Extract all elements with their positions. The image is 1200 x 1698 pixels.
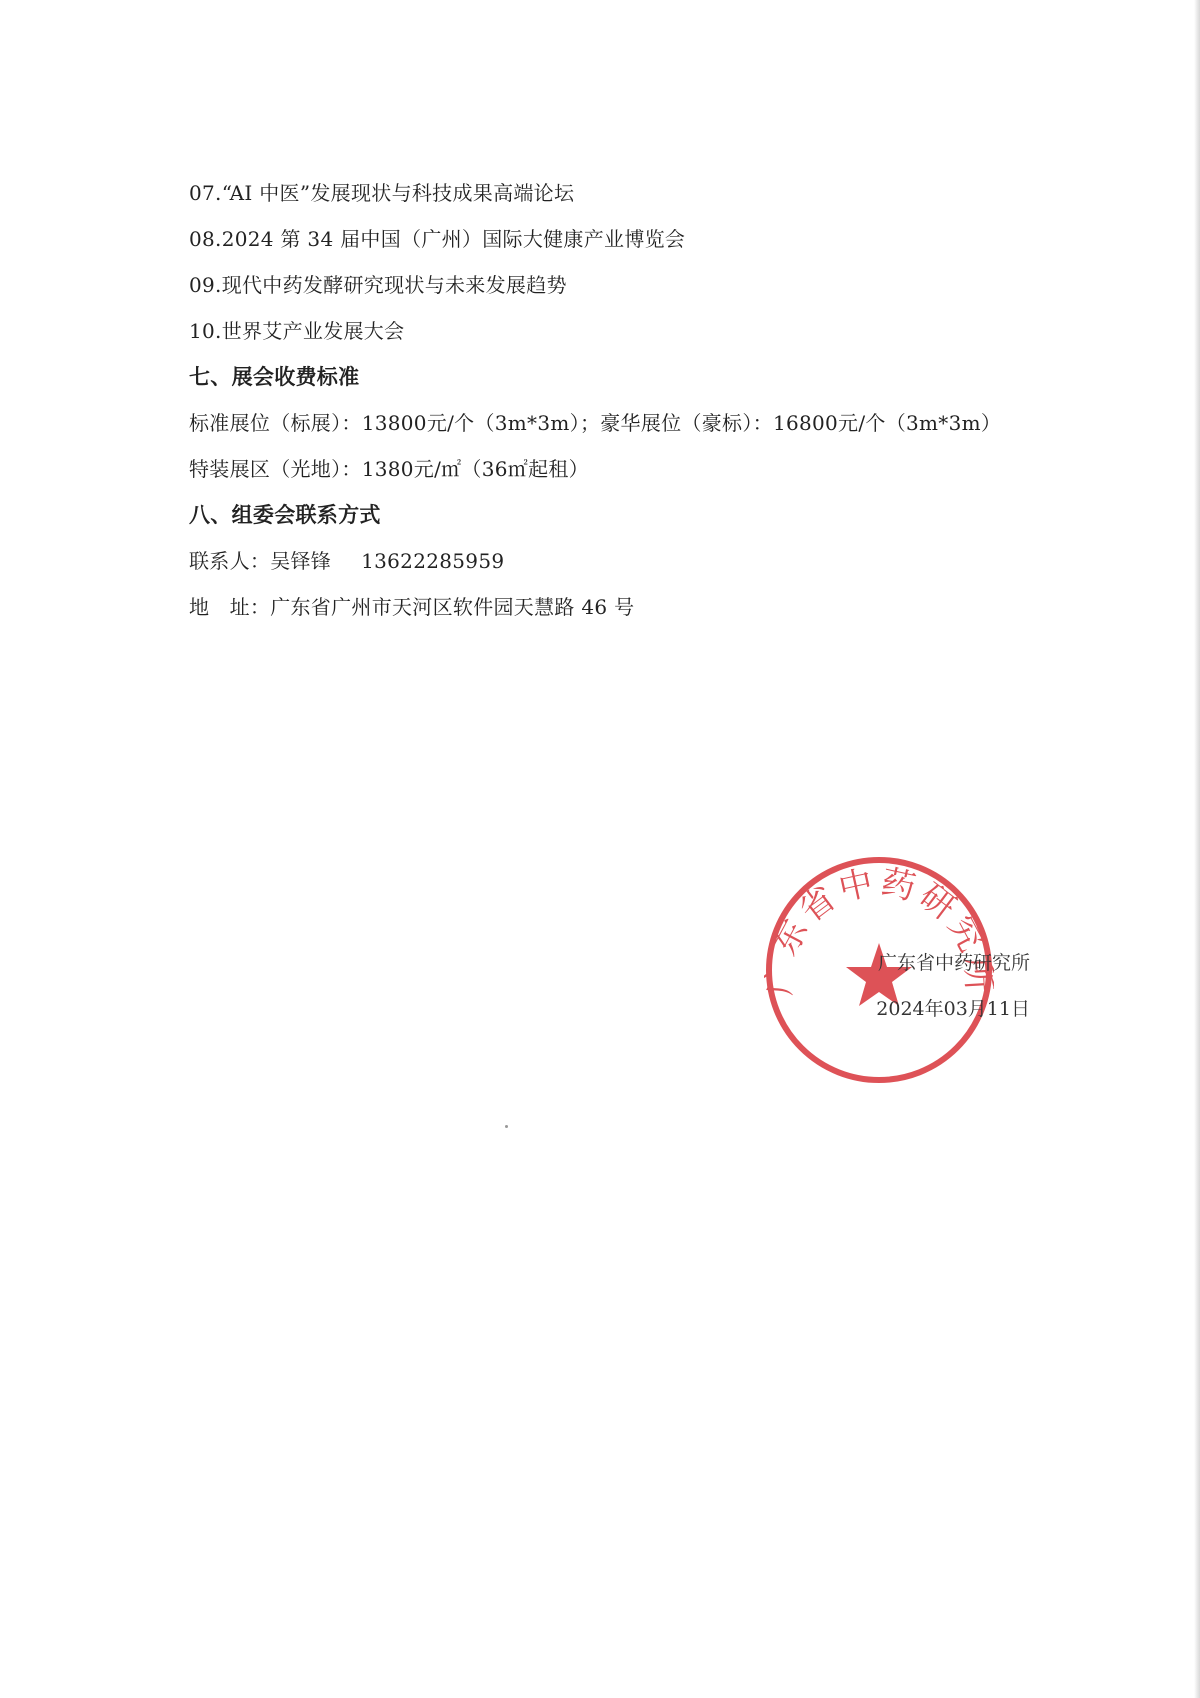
contact-person: 联系人：吴铎锋: [189, 549, 332, 573]
signature-block: [790, 940, 1030, 1032]
agenda-item-10: 10.世界艾产业发展大会: [189, 319, 405, 343]
contact-line: [189, 538, 1089, 584]
document-body: [189, 170, 1089, 630]
contact-section-heading: 八、组委会联系方式: [189, 503, 381, 527]
seal-text: 东省中药研究: [765, 861, 993, 962]
agenda-item-07: 07.“AI 中医”发展现状与科技成果高端论坛: [189, 181, 575, 205]
agenda-item-09: 09.现代中药发酵研究现状与未来发展趋势: [189, 273, 567, 297]
fee-standard-line: 标准展位（标展）：13800元/个（3m*3m）；豪华展位（豪标）：16800元/个（3m*3m）: [189, 411, 1002, 435]
contact-phone: 13622285959: [361, 549, 505, 573]
address-line: 地 址：广东省广州市天河区软件园天慧路 46 号: [189, 595, 635, 619]
agenda-item-08: 08.2024 第 34 届中国（广州）国际大健康产业博览会: [189, 227, 686, 251]
scan-speck: [505, 1125, 508, 1128]
page-edge-shadow: [1194, 0, 1200, 1698]
fee-special-line: 特装展区（光地）：1380元/㎡（36㎡起租）: [189, 457, 589, 481]
signature-date: 2024年03月11日: [876, 998, 1030, 1020]
signature-organization: 广东省中药研究所: [877, 952, 1030, 974]
fee-section-heading: 七、展会收费标准: [189, 365, 360, 389]
